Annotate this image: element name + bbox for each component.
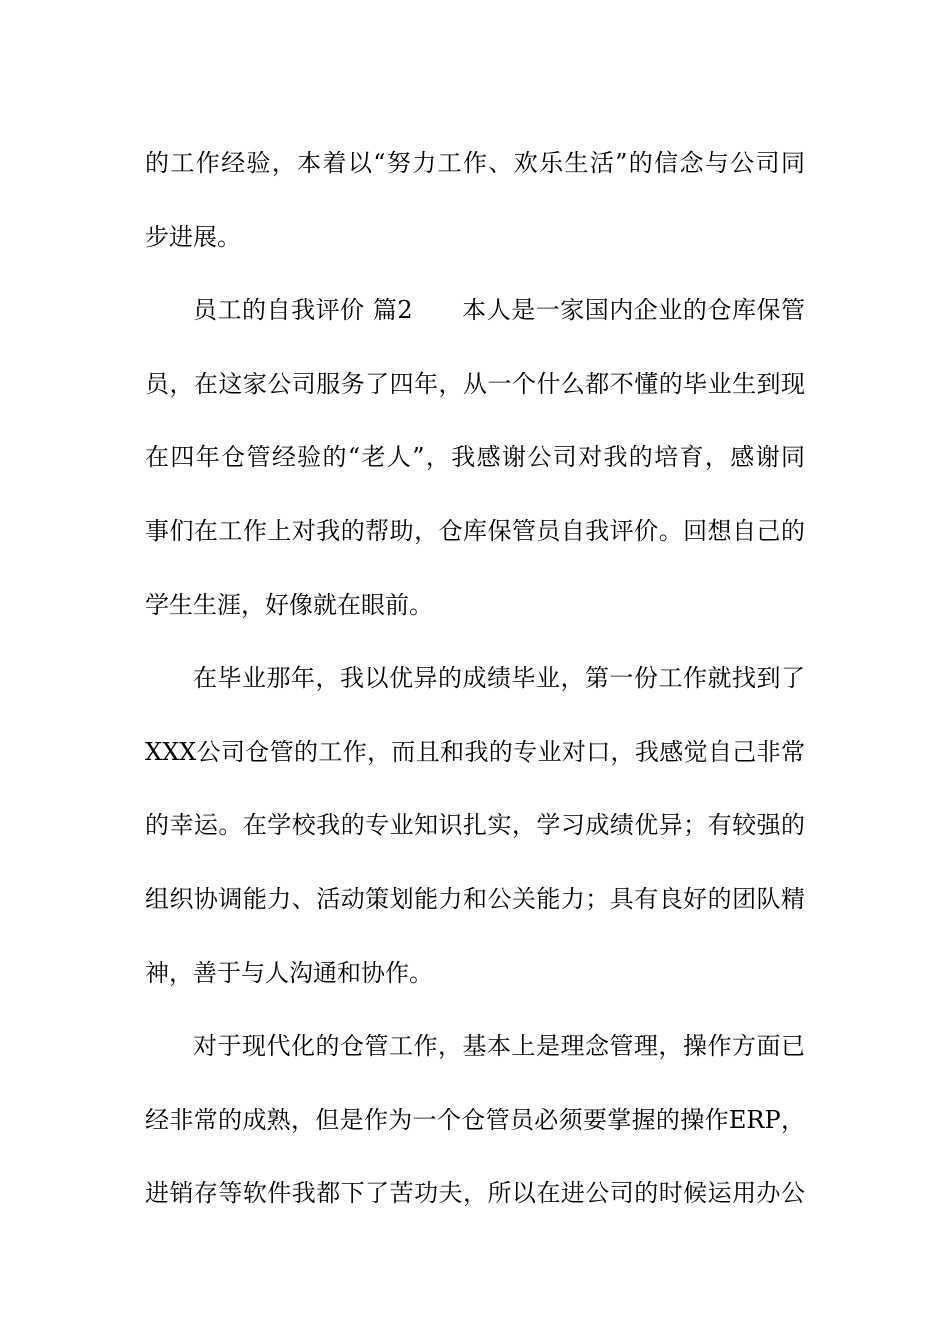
paragraph-1-line-1: 的工作经验，本着以“努力工作、欢乐生活”的信念与公司同 <box>145 149 805 177</box>
paragraph-2-line-3: 在四年仓管经验的“老人”，我感谢公司对我的培育，感谢同 <box>145 443 805 472</box>
paragraph-1-line-2: 步进展。 <box>145 222 241 251</box>
paragraph-2-line-2: 员，在这家公司服务了四年，从一个什么都不懂的毕业生到现 <box>145 369 805 398</box>
paragraph-3-line-4: 组织协调能力、活动策划能力和公关能力；具有良好的团队精 <box>145 884 805 913</box>
paragraph-2-line-1: 员工的自我评价 篇2 本人是一家国内企业的仓库保管 <box>193 296 805 325</box>
paragraph-4-line-3: 进销存等软件我都下了苦功夫，所以在进公司的时候运用办公 <box>145 1179 805 1208</box>
paragraph-3-line-2: XXX公司仓管的工作，而且和我的专业对口，我感觉自己非常 <box>145 737 805 766</box>
document-body <box>145 127 805 1231</box>
paragraph-3-line-1: 在毕业那年，我以优异的成绩毕业，第一份工作就找到了 <box>193 664 805 693</box>
paragraph-2-line-4: 事们在工作上对我的帮助，仓库保管员自我评价。回想自己的 <box>145 516 805 545</box>
paragraph-4-line-1: 对于现代化的仓管工作，基本上是理念管理，操作方面已 <box>193 1032 805 1061</box>
paragraph-4-line-2: 经非常的成熟，但是作为一个仓管员必须要掌握的操作ERP， <box>145 1105 805 1134</box>
paragraph-3-line-3: 的幸运。在学校我的专业知识扎实，学习成绩优异；有较强的 <box>145 811 805 840</box>
paragraph-2-line-5: 学生生涯，好像就在眼前。 <box>145 590 433 619</box>
paragraph-3-line-5: 神，善于与人沟通和协作。 <box>145 958 433 987</box>
